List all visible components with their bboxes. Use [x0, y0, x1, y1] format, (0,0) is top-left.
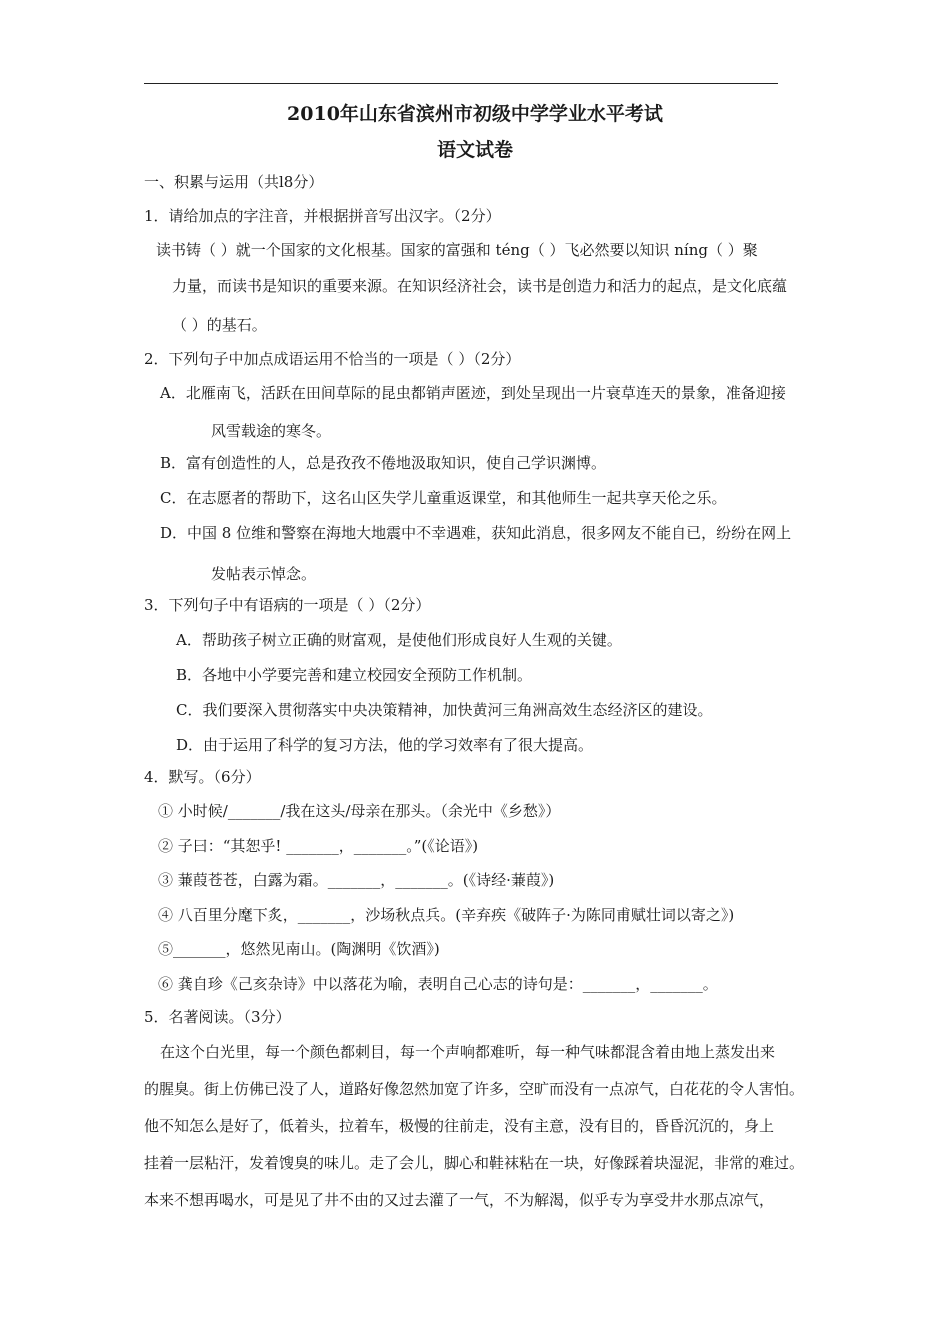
- q2-option-b: B．富有创造性的人，总是孜孜不倦地汲取知识，使自己学识渊博。: [160, 454, 607, 472]
- q1-stem: 1．请给加点的字注音，并根据拼音写出汉字。（2分）: [144, 207, 501, 225]
- q3-option-a: A．帮助孩子树立正确的财富观，是使他们形成良好人生观的关键。: [176, 631, 622, 649]
- q4-item-3: ③ 蒹葭苍苍，白露为霜。_______，_______。(《诗经·蒹葭》): [158, 871, 555, 889]
- q3-option-d: D．由于运用了科学的复习方法，他的学习效率有了很大提高。: [176, 736, 594, 754]
- q3-option-c: C．我们要深入贯彻落实中央决策精神，加快黄河三角洲高效生态经济区的建设。: [176, 701, 713, 719]
- q2-option-d-cont: 发帖表示悼念。: [211, 565, 317, 583]
- q1-line-3: （ ）的基石。: [172, 316, 267, 334]
- q4-item-5: ⑤_______，悠然见南山。(陶渊明《饮酒》): [158, 940, 440, 958]
- q2-option-a-cont: 风雪载途的寒冬。: [211, 422, 332, 440]
- q4-item-6: ⑥ 龚自珍《己亥杂诗》中以落花为喻，表明自己心志的诗句是：_______，_______。: [158, 975, 718, 993]
- q4-item-1: ① 小时候/_______/我在这头/母亲在那头。（余光中《乡愁》）: [158, 802, 561, 820]
- q1-line-1: 读书铸（ ）就一个国家的文化根基。国家的富强和 téng（ ）飞必然要以知识 níng（ ）聚: [156, 241, 758, 259]
- section-heading: 一、积累与运用（共l8分）: [144, 173, 324, 191]
- q4-stem: 4．默写。（6分）: [144, 768, 261, 786]
- q1-line-2: 力量，而读书是知识的重要来源。在知识经济社会，读书是创造力和活力的起点，是文化底蕴: [172, 277, 788, 295]
- q5-passage-5: 本来不想再喝水，可是见了井不由的又过去灌了一气，不为解渴，似乎专为享受井水那点凉气，: [144, 1191, 775, 1209]
- q4-item-4: ④ 八百里分麾下炙，_______，沙场秋点兵。(辛弃疾《破阵子·为陈同甫赋壮词以寄之》): [158, 906, 735, 924]
- q2-stem: 2．下列句子中加点成语运用不恰当的一项是（ ）（2分）: [144, 350, 521, 368]
- q5-stem: 5．名著阅读。（3分）: [144, 1008, 291, 1026]
- q5-passage-4: 挂着一层粘汗，发着馊臭的味儿。走了会儿，脚心和鞋袜粘在一块，好像踩着块湿泥，非常的难过。: [144, 1154, 805, 1172]
- q3-stem: 3．下列句子中有语病的一项是（ ）（2分）: [144, 596, 431, 614]
- q5-passage-3: 他不知怎么是好了，低着头，拉着车，极慢的往前走，没有主意，没有目的，昏昏沉沉的，身上: [144, 1117, 775, 1135]
- q2-option-d: D．中国 8 位维和警察在海地大地震中不幸遇难，获知此消息，很多网友不能自已，纷纷在网上: [160, 524, 792, 542]
- q5-passage-1: 在这个白光里，每一个颜色都刺目，每一个声响都难听，每一种气味都混含着由地上蒸发出来: [160, 1043, 776, 1061]
- q4-item-2: ② 子曰：“其恕乎! _______，_______。”(《论语》): [158, 837, 479, 855]
- q2-option-c: C．在志愿者的帮助下，这名山区失学儿童重返课堂，和其他师生一起共享天伦之乐。: [160, 489, 727, 507]
- q3-option-b: B．各地中小学要完善和建立校园安全预防工作机制。: [176, 666, 533, 684]
- header-rule: [144, 83, 778, 84]
- exam-subtitle: 语文试卷: [436, 139, 513, 161]
- exam-title: 2010年山东省滨州市初级中学学业水平考试: [287, 103, 663, 125]
- q2-option-a: A．北雁南飞，活跃在田间草际的昆虫都销声匿迹，到处呈现出一片衰草连天的景象，准备迎接: [160, 384, 786, 402]
- q5-passage-2: 的腥臭。街上仿佛已没了人，道路好像忽然加宽了许多，空旷而没有一点凉气，白花花的令人害怕。: [144, 1080, 805, 1098]
